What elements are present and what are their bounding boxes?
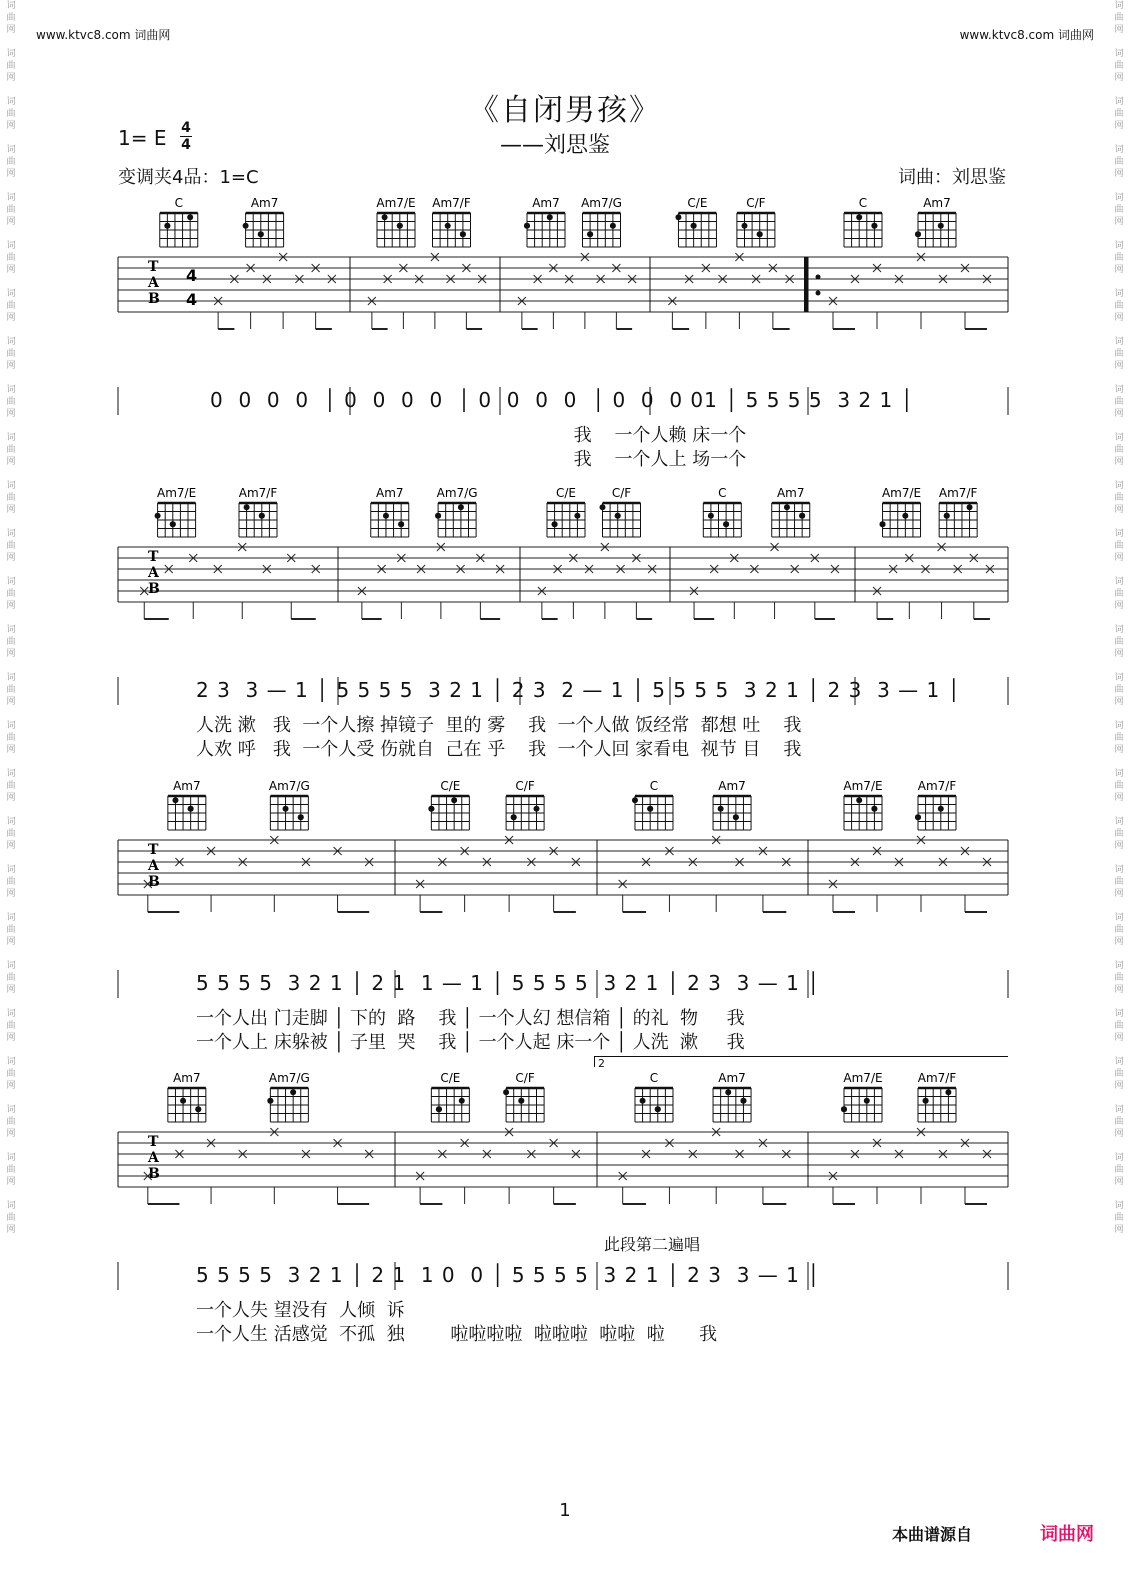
jianpu-notation-line: 2 3 3 — 1 │ 5 5 5 5 3 2 1 │ 2 3 2 — 1 │ 5 5 5 5 3 2 1 │ 2 3 3 — 1 │ bbox=[196, 678, 961, 702]
watermark-text: 词 曲 网 bbox=[6, 1009, 16, 1043]
volta-bracket-2: 2 bbox=[594, 1056, 1008, 1067]
chord-name: C bbox=[718, 486, 727, 500]
watermark-text: 词 曲 网 bbox=[6, 49, 16, 83]
chord-name: Am7/G bbox=[581, 196, 622, 210]
chord-finger-dot bbox=[503, 1089, 509, 1095]
chord-finger-dot bbox=[398, 521, 404, 527]
tab-clef-letter: B bbox=[148, 291, 160, 307]
chord-finger-dot bbox=[733, 814, 739, 820]
chord-finger-dot bbox=[458, 504, 464, 510]
tab-clef-letter: A bbox=[148, 565, 159, 581]
lyric-line-1: 我 一个人赖 床一个 bbox=[196, 425, 747, 446]
watermark-text: 词 曲 网 bbox=[1114, 961, 1124, 995]
chord-diagram bbox=[267, 1071, 309, 1122]
chord-diagram bbox=[600, 486, 641, 537]
chord-name: Am7/E bbox=[157, 486, 197, 500]
watermark-text: 词 曲 网 bbox=[6, 1153, 16, 1187]
chord-finger-dot bbox=[915, 231, 921, 237]
chord-finger-dot bbox=[923, 1098, 929, 1104]
watermark-text: 词 曲 网 bbox=[6, 337, 16, 371]
repeat-dot bbox=[816, 275, 821, 280]
watermark-text: 词 曲 网 bbox=[1114, 913, 1124, 947]
chord-finger-dot bbox=[610, 223, 616, 229]
chord-diagram bbox=[703, 486, 741, 537]
chord-name: C/E bbox=[555, 486, 577, 500]
chord-diagram bbox=[713, 1071, 751, 1122]
chord-name: C/F bbox=[746, 196, 766, 210]
chord-diagram bbox=[880, 486, 922, 537]
chord-diagram bbox=[503, 1071, 544, 1122]
footer-logo: 词曲网 bbox=[1040, 1524, 1094, 1545]
watermark-text: 词 曲 网 bbox=[6, 1105, 16, 1139]
tab-clef-letter: B bbox=[148, 874, 160, 890]
chord-name: C/F bbox=[515, 779, 535, 793]
chord-finger-dot bbox=[155, 513, 161, 519]
watermark-text: 词 曲 网 bbox=[6, 481, 16, 515]
watermark-text: 词 曲 网 bbox=[6, 145, 16, 179]
lyric-line-2: 人欢 呼 我 一个人受 伤就自 己在 乎 我 一个人回 家看电 视节 目 我 bbox=[196, 739, 802, 760]
chord-name: Am7/G bbox=[268, 1071, 310, 1085]
tab-time-signature: 4 bbox=[186, 290, 198, 309]
chord-diagram bbox=[160, 196, 198, 247]
chord-name: Am7 bbox=[923, 196, 951, 210]
chord-name: Am7/E bbox=[881, 486, 922, 500]
chord-name: C/E bbox=[440, 1071, 461, 1085]
chord-name: C/F bbox=[611, 486, 632, 500]
chord-diagram bbox=[428, 779, 469, 830]
watermark-text: 词 曲 网 bbox=[1114, 241, 1124, 275]
chord-diagram bbox=[371, 486, 409, 537]
chord-diagram bbox=[168, 1071, 206, 1122]
chord-finger-dot bbox=[451, 797, 457, 803]
watermark-text: 词 曲 网 bbox=[6, 241, 16, 275]
chord-finger-dot bbox=[170, 521, 176, 527]
watermark-text: 词 曲 网 bbox=[6, 529, 16, 563]
chord-name: Am7 bbox=[776, 486, 805, 500]
footer-source-text: 本曲谱源自 bbox=[892, 1525, 973, 1544]
chord-name: C bbox=[649, 779, 659, 793]
lyric-line-1: 一个人出 门走脚 │ 下的 路 我 │ 一个人幻 想信箱 │ 的礼 物 我 bbox=[196, 1008, 745, 1029]
chord-finger-dot bbox=[864, 1098, 870, 1104]
chord-finger-dot bbox=[534, 806, 540, 812]
chord-diagram bbox=[918, 1071, 957, 1122]
chord-name: Am7/E bbox=[376, 196, 416, 210]
chord-finger-dot bbox=[871, 806, 877, 812]
watermark-text: 词 曲 网 bbox=[6, 433, 16, 467]
chord-diagram bbox=[524, 196, 565, 247]
watermark-text: 词 曲 网 bbox=[1114, 721, 1124, 755]
chord-name: Am7 bbox=[532, 196, 560, 210]
chord-finger-dot bbox=[856, 797, 862, 803]
lyric-line-1: 人洗 漱 我 一个人擦 掉镜子 里的 雾 我 一个人做 饭经常 都想 吐 我 bbox=[196, 715, 802, 736]
chord-name: Am7 bbox=[173, 1071, 201, 1085]
chord-finger-dot bbox=[967, 504, 973, 510]
chord-name: Am7/F bbox=[938, 486, 978, 500]
chord-finger-dot bbox=[267, 1098, 273, 1104]
tab-time-signature: 4 bbox=[186, 266, 198, 285]
chord-finger-dot bbox=[524, 223, 530, 229]
watermark-text: 词 曲 网 bbox=[1114, 289, 1124, 323]
chord-diagram bbox=[915, 196, 956, 247]
watermark-text: 词 曲 网 bbox=[6, 769, 16, 803]
chord-finger-dot bbox=[518, 1098, 524, 1104]
watermark-text: 词 曲 网 bbox=[6, 817, 16, 851]
watermark-text: 词 曲 网 bbox=[1114, 1, 1124, 35]
watermark-text: 词 曲 网 bbox=[1114, 577, 1124, 611]
chord-finger-dot bbox=[784, 504, 790, 510]
lyric-music-credit: 词曲：刘思鉴 bbox=[898, 167, 1006, 188]
header-site-right: www.ktvc8.com 词曲网 bbox=[959, 28, 1094, 42]
chord-finger-dot bbox=[902, 513, 908, 519]
chord-finger-dot bbox=[799, 513, 805, 519]
chord-finger-dot bbox=[511, 814, 517, 820]
watermark-text: 词 曲 网 bbox=[1114, 1105, 1124, 1139]
chord-finger-dot bbox=[600, 504, 606, 510]
watermark-text: 词 曲 网 bbox=[6, 97, 16, 131]
chord-name: Am7 bbox=[250, 196, 279, 210]
watermark-text: 词 曲 网 bbox=[6, 721, 16, 755]
chord-name: Am7/E bbox=[843, 779, 883, 793]
chord-diagram bbox=[632, 779, 673, 830]
chord-diagram bbox=[506, 779, 544, 830]
chord-diagram bbox=[431, 1071, 469, 1122]
chord-name: Am7/F bbox=[917, 1071, 957, 1085]
chord-finger-dot bbox=[445, 223, 451, 229]
watermark-text: 词 曲 网 bbox=[1114, 145, 1124, 179]
watermark-text: 词 曲 网 bbox=[1114, 97, 1124, 131]
chord-finger-dot bbox=[757, 231, 763, 237]
tab-clef-letter: T bbox=[148, 1134, 159, 1150]
lyric-line-1: 一个人失 望没有 人倾 诉 bbox=[196, 1300, 405, 1321]
chord-name: Am7/G bbox=[268, 779, 310, 793]
chord-finger-dot bbox=[552, 521, 558, 527]
chord-finger-dot bbox=[460, 231, 466, 237]
chord-diagram bbox=[843, 779, 882, 830]
watermark-text: 词 曲 网 bbox=[1114, 49, 1124, 83]
tab-system-4 bbox=[0, 1070, 1130, 1360]
chord-diagram bbox=[432, 196, 471, 247]
chord-finger-dot bbox=[164, 223, 170, 229]
chord-finger-dot bbox=[298, 814, 304, 820]
page-number: 1 bbox=[559, 1500, 571, 1521]
chord-name: Am7 bbox=[173, 779, 201, 793]
header-site-left: www.ktvc8.com 词曲网 bbox=[36, 28, 171, 42]
chord-diagram bbox=[168, 779, 206, 830]
time-signature bbox=[180, 120, 192, 153]
chord-finger-dot bbox=[574, 513, 580, 519]
chord-finger-dot bbox=[435, 513, 441, 519]
time-signature-top: 4 bbox=[181, 120, 191, 136]
chord-finger-dot bbox=[945, 1089, 951, 1095]
watermark-text: 词 曲 网 bbox=[6, 625, 16, 659]
chord-finger-dot bbox=[725, 1089, 731, 1095]
jianpu-notation-line: 5 5 5 5 3 2 1 │ 2 1 1 0 0 │ 5 5 5 5 3 2 1 │ 2 3 3 — 1 │ bbox=[196, 1263, 821, 1287]
chord-finger-dot bbox=[640, 1098, 646, 1104]
chord-finger-dot bbox=[856, 214, 862, 220]
chord-diagram bbox=[155, 486, 197, 537]
chord-finger-dot bbox=[871, 223, 877, 229]
lyric-line-2: 我 一个人上 场一个 bbox=[196, 449, 747, 470]
chord-diagram bbox=[737, 196, 775, 247]
chord-finger-dot bbox=[718, 806, 724, 812]
watermark-text: 词 曲 网 bbox=[1114, 193, 1124, 227]
song-composer: ——刘思鉴 bbox=[500, 133, 611, 158]
watermark-text: 词 曲 网 bbox=[6, 1057, 16, 1091]
watermark-text: 词 曲 网 bbox=[1114, 529, 1124, 563]
watermark-text: 词 曲 网 bbox=[6, 289, 16, 323]
watermark-text: 词 曲 网 bbox=[6, 673, 16, 707]
capo-note: 变调夹4品：1=C bbox=[118, 167, 259, 188]
chord-diagram bbox=[435, 486, 477, 537]
chord-diagram bbox=[915, 779, 956, 830]
chord-diagram bbox=[713, 779, 751, 830]
tab-clef-letter: A bbox=[148, 858, 159, 874]
chord-finger-dot bbox=[428, 806, 434, 812]
chord-finger-dot bbox=[397, 223, 403, 229]
chord-finger-dot bbox=[841, 1106, 847, 1112]
jianpu-notation-line: 5 5 5 5 3 2 1 │ 2 1 1 — 1 │ 5 5 5 5 3 2 1 │ 2 3 3 — 1 │ bbox=[196, 971, 821, 995]
watermark-text: 词 曲 网 bbox=[6, 193, 16, 227]
watermark-text: 词 曲 网 bbox=[6, 961, 16, 995]
watermark-text: 词 曲 网 bbox=[1114, 673, 1124, 707]
chord-name: Am7 bbox=[718, 1071, 746, 1085]
chord-finger-dot bbox=[708, 513, 714, 519]
tab-clef-letter: T bbox=[148, 549, 159, 565]
chord-finger-dot bbox=[632, 797, 638, 803]
watermark-text: 词 曲 网 bbox=[6, 865, 16, 899]
chord-finger-dot bbox=[938, 223, 944, 229]
chord-name: Am7/F bbox=[917, 779, 957, 793]
chord-finger-dot bbox=[742, 223, 748, 229]
chord-diagram bbox=[269, 779, 310, 830]
watermark-text: 词 曲 网 bbox=[6, 385, 16, 419]
chord-diagram bbox=[376, 196, 415, 247]
chord-finger-dot bbox=[880, 521, 886, 527]
tab-clef-letter: B bbox=[148, 581, 160, 597]
watermark-text: 词 曲 网 bbox=[6, 577, 16, 611]
chord-finger-dot bbox=[459, 1098, 465, 1104]
tab-clef-letter: T bbox=[148, 259, 159, 275]
chord-finger-dot bbox=[283, 806, 289, 812]
chord-diagram bbox=[239, 486, 278, 537]
chord-finger-dot bbox=[243, 223, 249, 229]
tab-clef-letter: T bbox=[148, 842, 159, 858]
watermark-text: 词 曲 网 bbox=[1114, 1009, 1124, 1043]
chord-finger-dot bbox=[723, 521, 729, 527]
watermark-text: 词 曲 网 bbox=[1114, 769, 1124, 803]
time-signature-bottom: 4 bbox=[181, 137, 191, 153]
chord-finger-dot bbox=[587, 231, 593, 237]
chord-diagram bbox=[635, 1071, 673, 1122]
chord-name: C bbox=[858, 196, 868, 210]
chord-finger-dot bbox=[188, 806, 194, 812]
chord-finger-dot bbox=[180, 1098, 186, 1104]
chord-name: C/F bbox=[515, 1071, 535, 1085]
chord-diagram bbox=[939, 486, 978, 537]
chord-name: C bbox=[174, 196, 183, 210]
chord-finger-dot bbox=[675, 214, 681, 220]
tab-clef-letter: B bbox=[148, 1166, 160, 1182]
chord-finger-dot bbox=[647, 806, 653, 812]
chord-finger-dot bbox=[172, 797, 178, 803]
chord-name: Am7/F bbox=[432, 196, 471, 210]
song-title: 《自闭男孩》 bbox=[469, 93, 661, 128]
watermark-text: 词 曲 网 bbox=[1114, 337, 1124, 371]
chord-finger-dot bbox=[944, 513, 950, 519]
key-signature: 1= E bbox=[118, 126, 167, 150]
watermark-text: 词 曲 网 bbox=[1114, 865, 1124, 899]
watermark-text: 词 曲 网 bbox=[1114, 1057, 1124, 1091]
chord-finger-dot bbox=[915, 814, 921, 820]
watermark-text: 词 曲 网 bbox=[1114, 481, 1124, 515]
chord-diagram bbox=[841, 1071, 883, 1122]
lyric-line-2: 一个人生 活感觉 不孤 独 啦啦啦啦 啦啦啦 啦啦 啦 我 bbox=[196, 1324, 718, 1345]
chord-name: C bbox=[649, 1071, 659, 1085]
chord-name: C/E bbox=[687, 196, 708, 210]
chord-diagram bbox=[581, 196, 622, 247]
watermark-text: 词 曲 网 bbox=[1114, 817, 1124, 851]
chord-name: Am7 bbox=[718, 779, 746, 793]
chord-finger-dot bbox=[244, 504, 250, 510]
chord-diagram bbox=[772, 486, 810, 537]
chord-finger-dot bbox=[259, 513, 265, 519]
repeat-dot bbox=[816, 291, 821, 296]
jianpu-notation-line: 0 0 0 0 │ 0 0 0 0 │ 0 0 0 0 │ 0 0 0 01 │ 5 5 5 5 3 2 1 │ bbox=[210, 388, 914, 412]
chord-finger-dot bbox=[740, 1098, 746, 1104]
chord-diagram bbox=[844, 196, 882, 247]
chord-diagram bbox=[243, 196, 284, 247]
chord-finger-dot bbox=[258, 231, 264, 237]
chord-finger-dot bbox=[382, 214, 388, 220]
chord-finger-dot bbox=[290, 1089, 296, 1095]
chord-diagram bbox=[675, 196, 716, 247]
chord-finger-dot bbox=[691, 223, 697, 229]
watermark-text: 词 曲 网 bbox=[1114, 1201, 1124, 1235]
performance-note: 此段第二遍唱 bbox=[604, 1235, 701, 1254]
chord-diagram bbox=[547, 486, 585, 537]
chord-finger-dot bbox=[655, 1106, 661, 1112]
watermark-text: 词 曲 网 bbox=[1114, 385, 1124, 419]
chord-name: Am7/G bbox=[436, 486, 478, 500]
lyric-line-2: 一个人上 床躲被 │ 子里 哭 我 │ 一个人起 床一个 │ 人洗 漱 我 bbox=[196, 1032, 745, 1053]
tab-clef-letter: A bbox=[148, 275, 159, 291]
watermark-text: 词 曲 网 bbox=[6, 1, 16, 35]
chord-finger-dot bbox=[436, 1106, 442, 1112]
chord-finger-dot bbox=[938, 806, 944, 812]
watermark-text: 词 曲 网 bbox=[6, 913, 16, 947]
chord-finger-dot bbox=[383, 513, 389, 519]
chord-name: C/E bbox=[440, 779, 461, 793]
watermark-text: 词 曲 网 bbox=[6, 1201, 16, 1235]
chord-finger-dot bbox=[195, 1106, 201, 1112]
watermark-text: 词 曲 网 bbox=[1114, 625, 1124, 659]
chord-finger-dot bbox=[187, 214, 193, 220]
watermark-text: 词 曲 网 bbox=[1114, 1153, 1124, 1187]
chord-finger-dot bbox=[615, 513, 621, 519]
chord-name: Am7 bbox=[375, 486, 404, 500]
watermark-text: 词 曲 网 bbox=[1114, 433, 1124, 467]
chord-name: Am7/E bbox=[843, 1071, 883, 1085]
chord-name: Am7/F bbox=[238, 486, 278, 500]
chord-finger-dot bbox=[547, 214, 553, 220]
tab-clef-letter: A bbox=[148, 1150, 159, 1166]
